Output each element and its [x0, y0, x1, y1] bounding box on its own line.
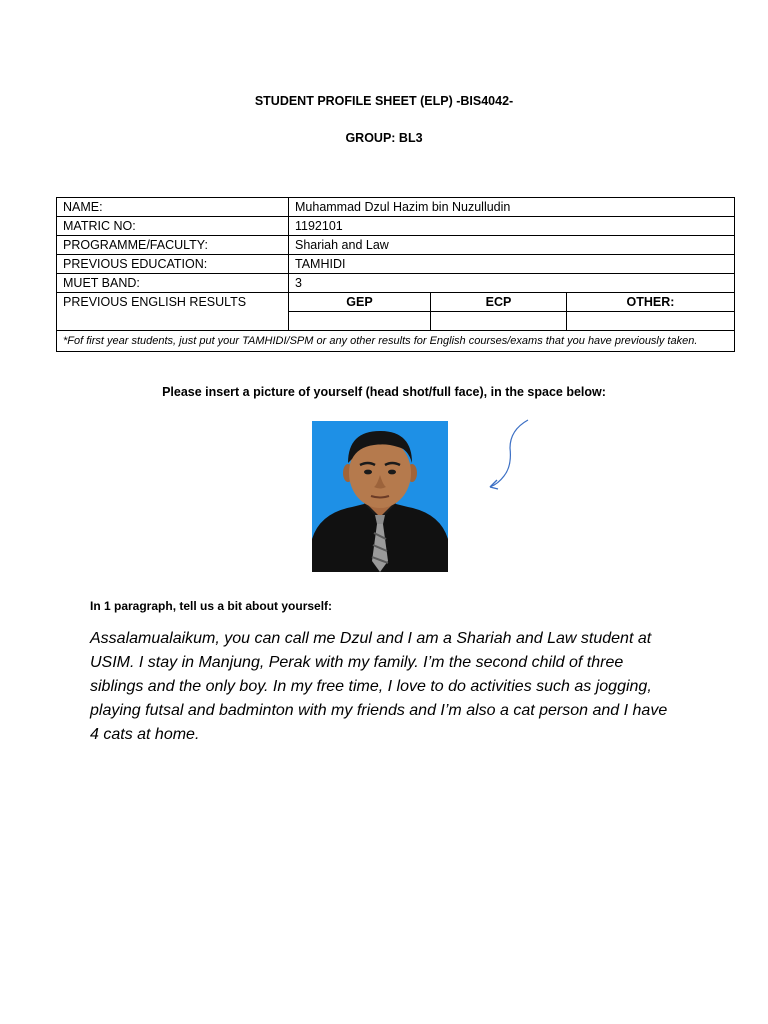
about-line: 4 cats at home. [90, 726, 200, 743]
programme-value: Shariah and Law [289, 236, 735, 255]
table-row [57, 293, 735, 312]
table-row [57, 274, 735, 293]
about-heading: In 1 paragraph, tell us a bit about yourself: [90, 599, 333, 613]
about-line: USIM. I stay in Manjung, Perak with my family. I’m the second child of three [90, 654, 624, 671]
english-results-label: PREVIOUS ENGLISH RESULTS [57, 293, 289, 331]
matric-value: 1192101 [289, 217, 735, 236]
matric-label: MATRIC NO: [57, 217, 289, 236]
muet-band-value: 3 [289, 274, 735, 293]
group-label: GROUP: BL3 [345, 131, 423, 145]
table-row [57, 217, 735, 236]
portrait-illustration [312, 421, 448, 572]
name-value: Muhammad Dzul Hazim bin Nuzulludin [289, 198, 735, 217]
name-label: NAME: [57, 198, 289, 217]
photo-instruction: Please insert a picture of yourself (head shot/full face), in the space below: [162, 385, 606, 399]
muet-band-label: MUET BAND: [57, 274, 289, 293]
about-line: Assalamualaikum, you can call me Dzul and I am a Shariah and Law student at [90, 630, 652, 647]
student-photo [312, 421, 448, 572]
about-paragraph [90, 627, 690, 747]
other-header: OTHER: [567, 293, 735, 312]
profile-table [56, 197, 735, 352]
table-row [57, 331, 735, 352]
table-row [57, 236, 735, 255]
ecp-header: ECP [431, 293, 567, 312]
gep-header: GEP [289, 293, 431, 312]
about-line: playing futsal and badminton with my friends and I’m also a cat person and I have [90, 702, 668, 719]
table-row [57, 198, 735, 217]
ecp-value [431, 312, 567, 331]
previous-education-label: PREVIOUS EDUCATION: [57, 255, 289, 274]
programme-label: PROGRAMME/FACULTY: [57, 236, 289, 255]
previous-education-value: TAMHIDI [289, 255, 735, 274]
document-title: STUDENT PROFILE SHEET (ELP) -BIS4042- [254, 94, 514, 108]
about-line: siblings and the only boy. In my free time, I love to do activities such as jogging, [90, 678, 652, 695]
footnote: *Fof first year students, just put your TAMHIDI/SPM or any other results for English courses/exams that you have previously taken. [57, 331, 735, 352]
table-row [57, 255, 735, 274]
gep-value [289, 312, 431, 331]
other-value [567, 312, 735, 331]
arrow-icon [480, 418, 532, 493]
